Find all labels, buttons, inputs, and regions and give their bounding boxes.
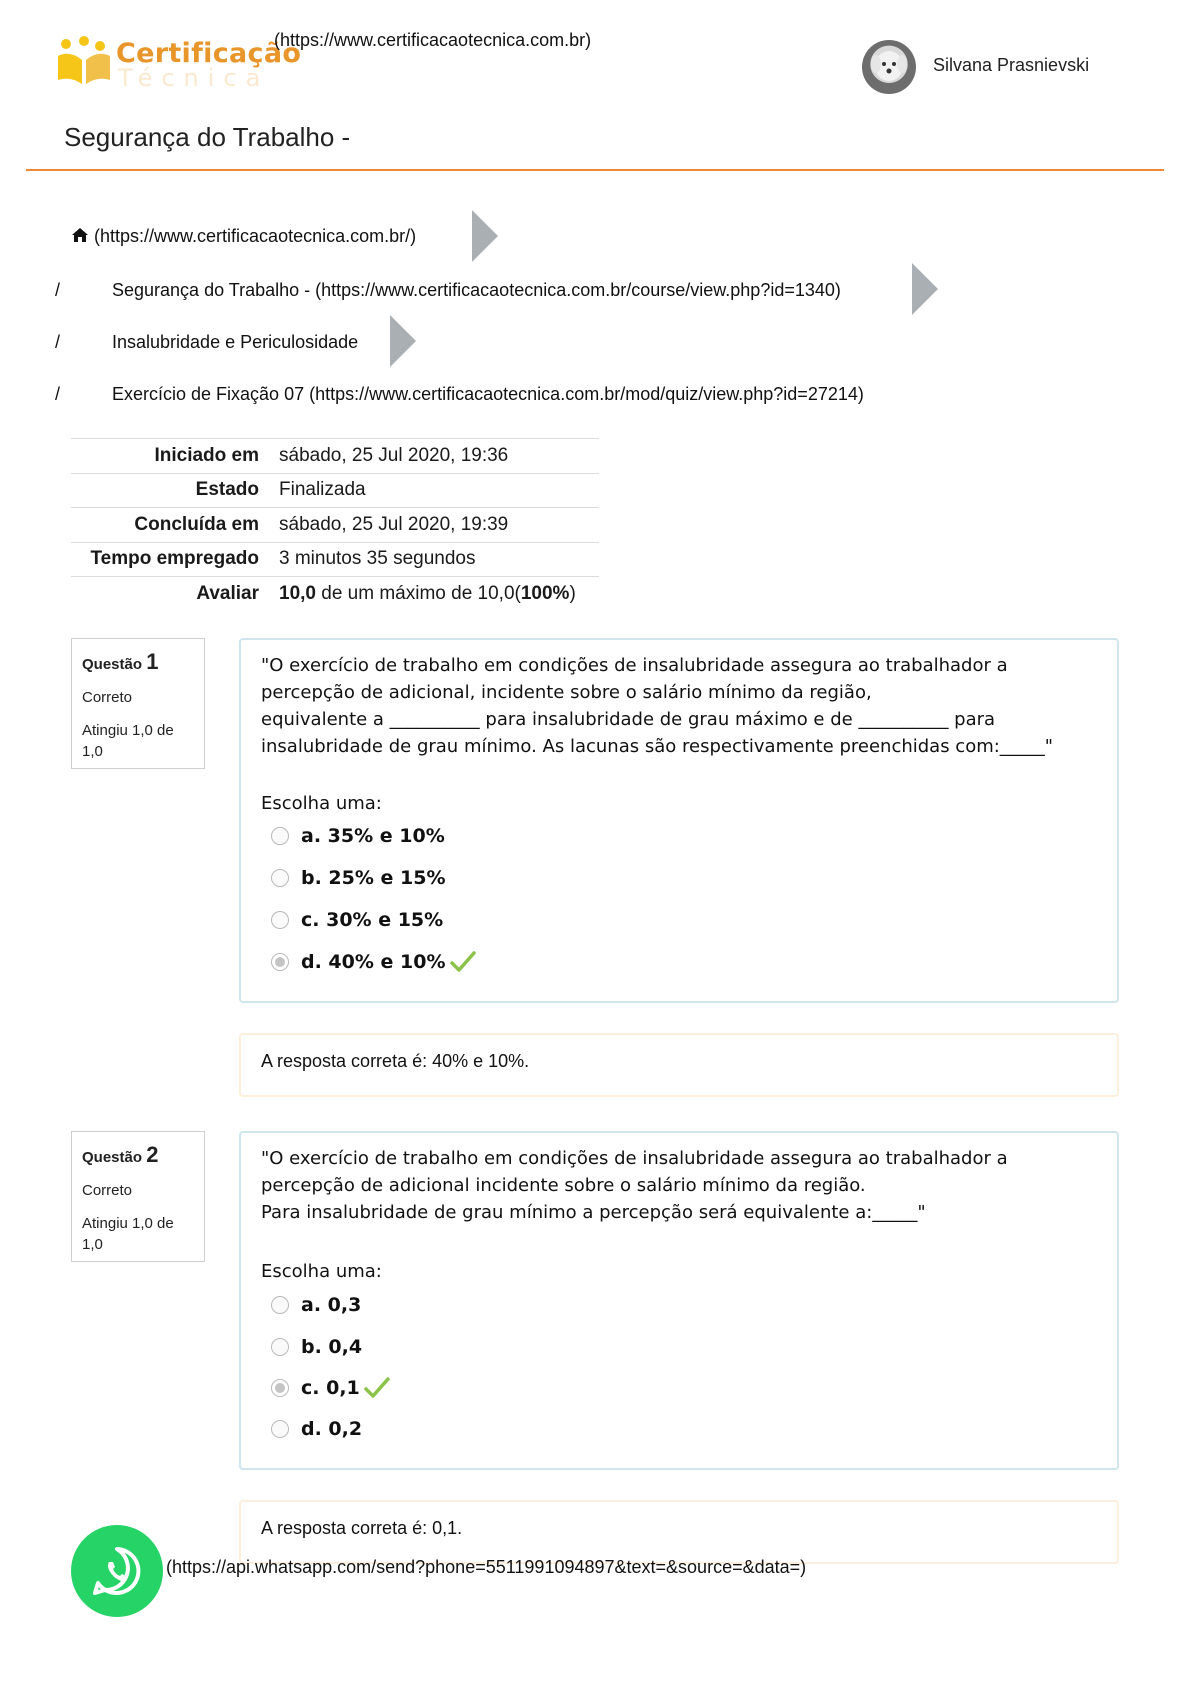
site-logo[interactable] — [54, 36, 302, 92]
option-label: a. 35% e 10% — [301, 825, 445, 847]
breadcrumb-separator: / — [55, 280, 61, 300]
grade: 10,0 — [279, 582, 316, 604]
correct-answer-text: A resposta correta é: 0,1. — [261, 1518, 463, 1538]
answer-option-a[interactable] — [271, 1290, 361, 1320]
avatar-dog-icon — [862, 40, 916, 94]
choose-prompt: Escolha uma: — [261, 793, 382, 814]
question-text — [261, 652, 1101, 760]
logo-icon — [54, 36, 114, 92]
answer-option-c[interactable] — [271, 905, 443, 935]
home-icon — [71, 227, 89, 243]
whatsapp-link[interactable]: (https://api.whatsapp.com/send?phone=5511991094897&text=&source=&data=) — [166, 1557, 807, 1577]
question-text-line: Para insalubridade de grau mínimo a percepção será equivalente a:_____" — [261, 1202, 926, 1223]
question-text — [261, 1145, 1101, 1226]
summary-value: 3 minutos 35 segundos — [279, 542, 599, 577]
correct-check-icon — [364, 1376, 390, 1400]
question-text-line: percepção de adicional, incidente sobre o salário mínimo da região, — [261, 682, 872, 703]
quiz-summary-table — [71, 438, 599, 611]
summary-row — [71, 473, 599, 508]
question-number: 1 — [146, 649, 159, 674]
question-number: 2 — [146, 1142, 159, 1167]
radio-button-selected[interactable] — [271, 953, 289, 971]
feedback-box-1 — [239, 1033, 1119, 1097]
grade-close: ) — [569, 582, 576, 604]
question-info-2 — [71, 1131, 205, 1262]
logo-subtitle: Técnica — [118, 64, 270, 92]
summary-label: Tempo empregado — [71, 542, 279, 577]
question-text-line: insalubridade de grau mínimo. As lacunas são respectivamente preenchidas com:_____" — [261, 736, 1054, 757]
breadcrumb-item-section[interactable]: Insalubridade e Periculosidade — [112, 332, 359, 352]
question-text-line: equivalente a __________ para insalubridade de grau máximo e de __________ para — [261, 709, 996, 730]
question-mark: Atingiu 1,0 de 1,0 — [82, 1215, 174, 1253]
logo-title: Certificação — [116, 38, 302, 69]
question-text-line: percepção de adicional incidente sobre o salário mínimo da região. — [261, 1175, 866, 1196]
question-text-line: "O exercício de trabalho em condições de insalubridade assegura ao trabalhador a — [261, 655, 1008, 676]
radio-button-selected[interactable] — [271, 1379, 289, 1397]
summary-value: Finalizada — [279, 473, 599, 508]
answer-option-c[interactable] — [271, 1373, 390, 1403]
grade-percent: 100% — [520, 582, 570, 604]
summary-label: Iniciado em — [71, 439, 279, 474]
answer-option-d[interactable] — [271, 1414, 362, 1444]
option-label: d. 0,2 — [301, 1418, 363, 1440]
summary-label: Concluída em — [71, 508, 279, 543]
question-state: Correto — [82, 689, 133, 706]
summary-grade-value — [279, 577, 599, 611]
question-label: Questão — [82, 656, 143, 673]
answer-option-b[interactable] — [271, 863, 446, 893]
radio-button[interactable] — [271, 827, 289, 845]
summary-value: sábado, 25 Jul 2020, 19:39 — [279, 508, 599, 543]
question-state: Correto — [82, 1182, 133, 1199]
option-label: a. 0,3 — [301, 1294, 362, 1316]
radio-button[interactable] — [271, 1296, 289, 1314]
question-mark: Atingiu 1,0 de 1,0 — [82, 722, 174, 760]
answer-option-a[interactable] — [271, 821, 445, 851]
correct-check-icon — [450, 950, 476, 974]
radio-button[interactable] — [271, 1420, 289, 1438]
answer-option-b[interactable] — [271, 1332, 362, 1362]
question-label: Questão — [82, 1149, 143, 1166]
breadcrumb-separator: / — [55, 384, 61, 404]
option-label: b. 0,4 — [301, 1336, 363, 1358]
option-label: d. 40% e 10% — [301, 951, 446, 973]
radio-button[interactable] — [271, 869, 289, 887]
breadcrumb-arrow-icon — [472, 210, 498, 262]
radio-button[interactable] — [271, 911, 289, 929]
radio-button[interactable] — [271, 1338, 289, 1356]
summary-row — [71, 577, 599, 611]
breadcrumb-home[interactable] — [71, 226, 416, 247]
whatsapp-button[interactable] — [71, 1525, 163, 1617]
choose-prompt: Escolha uma: — [261, 1261, 382, 1282]
breadcrumb-separator: / — [55, 332, 61, 352]
grade-max: de um máximo de 10,0( — [315, 582, 521, 604]
option-label: c. 30% e 15% — [301, 909, 444, 931]
breadcrumb-item-quiz[interactable]: Exercício de Fixação 07 (https://www.certificacaotecnica.com.br/mod/quiz/view.php?id=27214) — [112, 384, 864, 404]
breadcrumb-home-label: (https://www.certificacaotecnica.com.br/) — [94, 226, 417, 246]
question-content-2 — [239, 1131, 1119, 1470]
summary-value: sábado, 25 Jul 2020, 19:36 — [279, 439, 599, 474]
page-title: Segurança do Trabalho - — [64, 122, 351, 152]
avatar[interactable] — [862, 40, 916, 94]
whatsapp-icon — [71, 1525, 163, 1617]
summary-label: Estado — [71, 473, 279, 508]
user-name[interactable]: Silvana Prasnievski — [933, 55, 1090, 75]
header-divider — [26, 169, 1164, 171]
summary-row — [71, 508, 599, 543]
question-text-line: "O exercício de trabalho em condições de insalubridade assegura ao trabalhador a — [261, 1148, 1008, 1169]
breadcrumb-arrow-icon — [390, 315, 416, 367]
question-info-1 — [71, 638, 205, 769]
feedback-box-2 — [239, 1500, 1119, 1564]
summary-label: Avaliar — [71, 577, 279, 611]
option-label: b. 25% e 15% — [301, 867, 446, 889]
breadcrumb-item-course[interactable]: Segurança do Trabalho - (https://www.certificacaotecnica.com.br/course/view.php?id=1340) — [112, 280, 841, 300]
site-url-link[interactable]: (https://www.certificacaotecnica.com.br) — [274, 30, 592, 50]
question-content-1 — [239, 638, 1119, 1003]
summary-row — [71, 439, 599, 474]
correct-answer-text: A resposta correta é: 40% e 10%. — [261, 1051, 530, 1071]
summary-row — [71, 542, 599, 577]
option-label: c. 0,1 — [301, 1377, 360, 1399]
answer-option-d[interactable] — [271, 947, 476, 977]
breadcrumb-arrow-icon — [912, 263, 938, 315]
